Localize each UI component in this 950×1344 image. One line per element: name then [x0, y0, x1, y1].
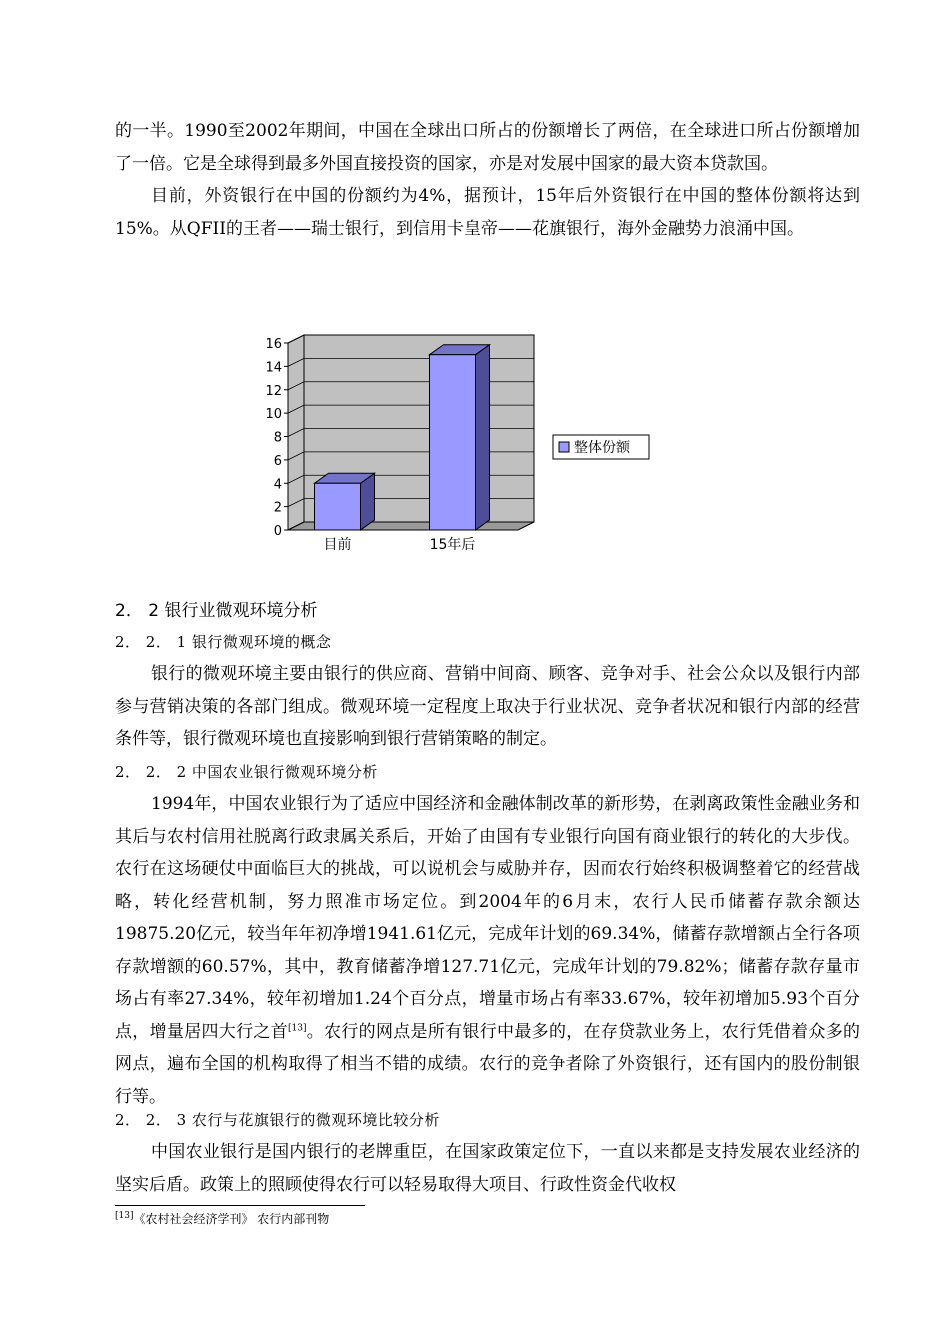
section-heading-2-2-2: 2． 2． 2 中国农业银行微观环境分析	[115, 763, 378, 781]
y-tick-label: 2	[273, 500, 282, 516]
paragraph-4-wrap	[115, 788, 860, 1113]
paragraph-5: 中国农业银行是国内银行的老牌重臣，在国家政策定位下，一直以来都是支持发展农业经济的坚实后盾。政策上的照顾使得农行可以轻易取得大项目、行政性资金代收权	[115, 1142, 860, 1195]
bar-chart	[260, 330, 660, 560]
section-heading-2-2-1: 2． 2． 1 银行微观环境的概念	[115, 633, 332, 651]
bar	[315, 483, 361, 530]
y-tick-label: 4	[273, 477, 282, 493]
legend-swatch	[559, 442, 569, 452]
paragraph-4	[115, 788, 860, 1113]
paragraph-3: 银行的微观环境主要由银行的供应商、营销中间商、顾客、竞争对手、社会公众以及银行内部参与营销决策的各部门组成。微观环境一定程度上取决于行业状况、竞争者状况和银行内部的经营条件等，银行微观环境也直接影响到银行营销策略的制定。	[115, 664, 860, 749]
bar	[430, 355, 476, 530]
intro-text	[115, 115, 860, 245]
y-tick-label: 6	[273, 453, 282, 469]
footnote-divider	[115, 1205, 365, 1206]
y-tick-label: 10	[265, 407, 282, 423]
y-tick-label: 8	[273, 430, 282, 446]
paragraph-4-tail: 。农行的网点是所有银行中最多的，在存贷款业务上，农行凭借着众多的网点，遍布全国的机构取得了相当不错的成绩。农行的竞争者除了外资银行，还有国内的股份制银行等。	[115, 1021, 861, 1107]
y-tick-label: 16	[265, 337, 282, 352]
x-tick-label: 目前	[323, 537, 352, 553]
paragraph-3-wrap	[115, 658, 860, 756]
legend-label: 整体份额	[574, 440, 630, 456]
footnote	[115, 1210, 329, 1228]
paragraph-5-wrap	[115, 1136, 860, 1201]
paragraph-2: 目前，外资银行在中国的份额约为4%，据预计，15年后外资银行在中国的整体份额将达到15%。从QFII的王者——瑞士银行，到信用卡皇帝——花旗银行，海外金融势力浪涌中国。	[115, 186, 860, 239]
y-tick-label: 0	[273, 524, 282, 539]
paragraph-1: 的一半。1990至2002年期间，中国在全球出口所占的份额增长了两倍，在全球进口所占份额增加了一倍。它是全球得到最多外国直接投资的国家，亦是对发展中国家的最大资本贷款国。	[115, 121, 860, 174]
section-heading-2-2: 2． 2 银行业微观环境分析	[115, 601, 318, 621]
citation-ref: [13]	[287, 1022, 307, 1033]
y-tick-label: 14	[265, 360, 282, 376]
y-tick-label: 12	[265, 383, 282, 399]
bar-side	[476, 345, 490, 530]
bar-chart-svg	[260, 330, 660, 560]
section-heading-2-2-3: 2． 2． 3 农行与花旗银行的微观环境比较分析	[115, 1111, 440, 1129]
x-tick-label: 15年后	[429, 537, 476, 553]
footnote-ref: [13]	[115, 1211, 134, 1221]
paragraph-4-body: 1994年，中国农业银行为了适应中国经济和金融体制改革的新形势，在剥离政策性金融业务和其后与农村信用社脱离行政隶属关系后，开始了由国有专业银行向国有商业银行的转化的大步伐。农行在这场硬仗中面临巨大的挑战，可以说机会与威胁并存，因而农行始终积极调整着它的经营战略，转化经营机制，努力照准市场定位。到2004年的6月末，农行人民币储蓄存款余额达19875.20亿元，较当年年初净增1941.61亿元，完成年计划的69.34%，储蓄存款增额占全行各项存款增额的60.57%，其中，教育储蓄净增127.71亿元，完成年计划的79.82%；储蓄存款存量市场占有率27.34%，较年初增加1.24个百分点，增量市场占有率33.67%，较年初增加5.93个百分点，增量居四大行之首	[115, 794, 860, 1042]
footnote-text: 《农村社会经济学刊》 农行内部刊物	[133, 1212, 330, 1226]
